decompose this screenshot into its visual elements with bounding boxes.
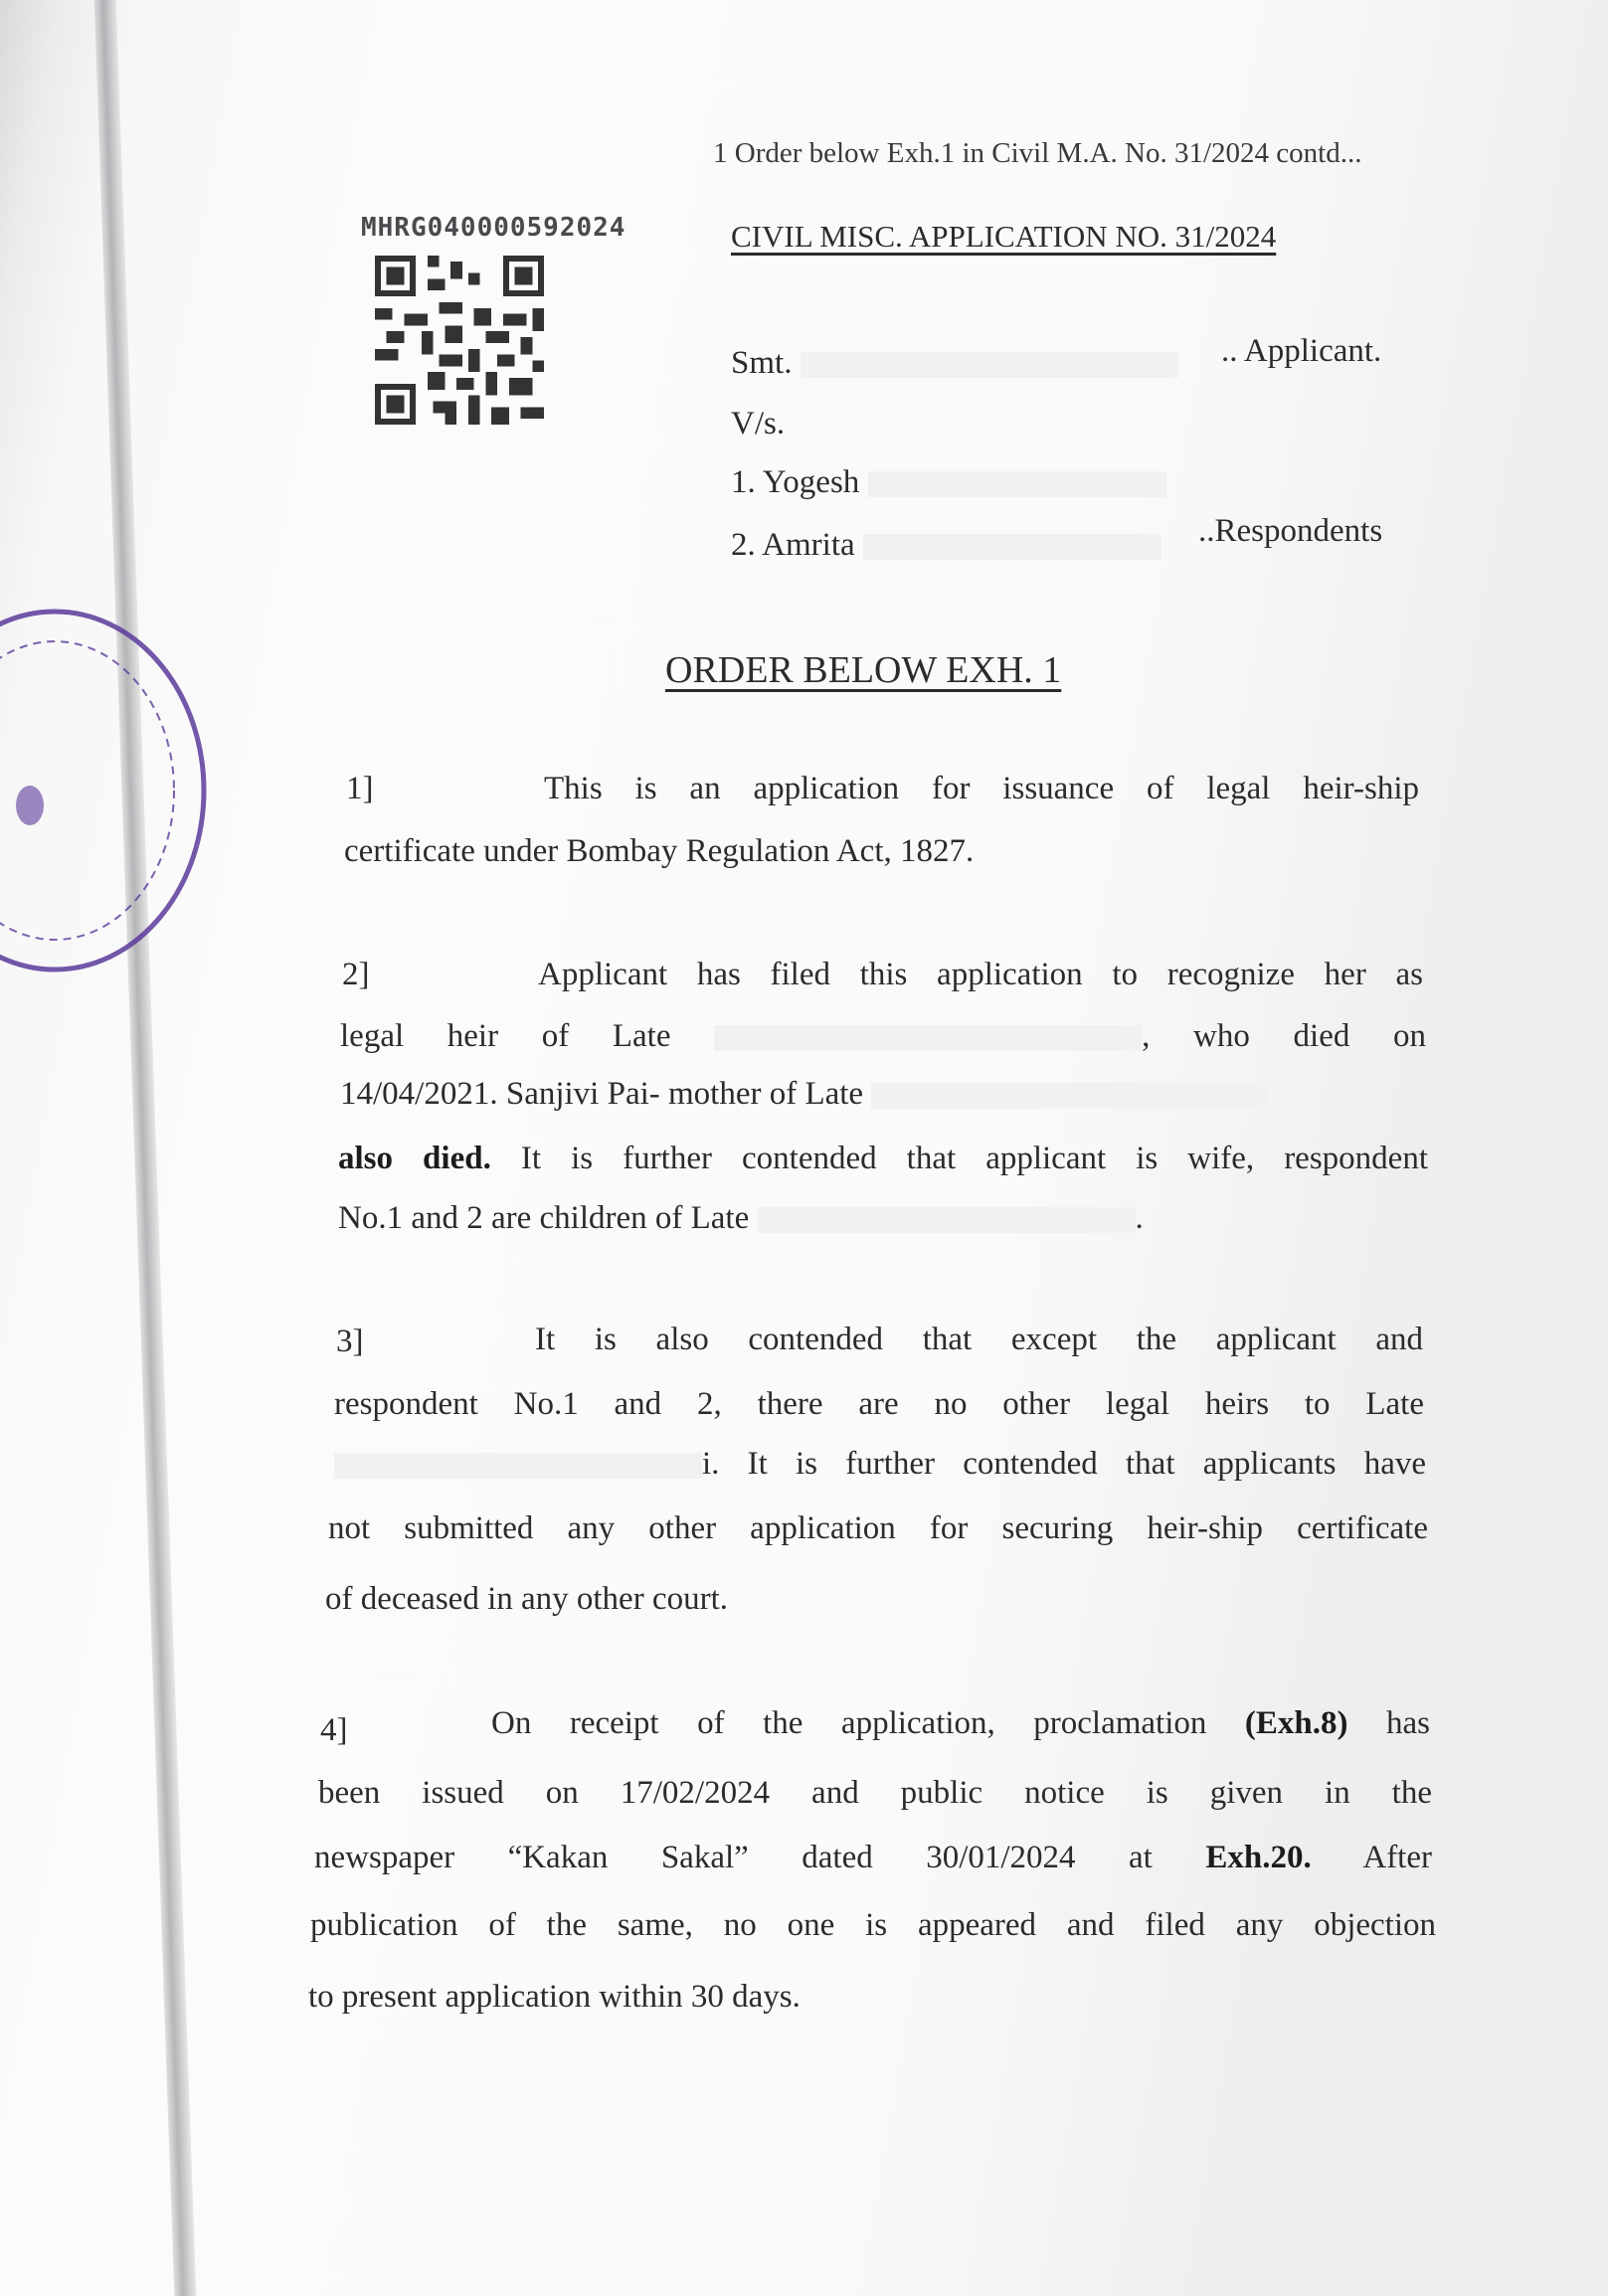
case-title: CIVIL MISC. APPLICATION NO. 31/2024: [731, 219, 1277, 254]
paragraph-line: On receipt of the application, proclamation (Exh.8) has: [491, 1705, 1430, 1741]
paragraph-line: No.1 and 2 are children of Late .: [338, 1200, 1144, 1236]
respondents-role: ..Respondents: [1198, 513, 1383, 549]
paragraph-number: 2]: [342, 957, 370, 992]
paragraph-line: Applicant has filed this application to recognize her as: [538, 957, 1423, 992]
paragraph-line: respondent No.1 and 2, there are no other legal heirs to Late: [334, 1386, 1424, 1422]
paragraph-line: legal heir of Late , who died on: [340, 1018, 1427, 1054]
court-seal-stamp: [0, 597, 219, 984]
paragraph-line: also died. It is further contended that applicant is wife, respondent: [338, 1141, 1428, 1176]
redacted-name: [334, 1453, 702, 1479]
applicant-role: .. Applicant.: [1221, 333, 1382, 369]
paragraph-line: of deceased in any other court.: [325, 1581, 728, 1617]
redacted-name: [868, 471, 1166, 497]
paragraph-line: i. It is further contended that applicants have: [334, 1446, 1426, 1483]
page-header: 1 Order below Exh.1 in Civil M.A. No. 31/2024 contd...: [713, 137, 1362, 169]
case-code: MHRG040000592024: [361, 213, 626, 243]
paragraph-line: This is an application for issuance of legal heir-ship: [544, 771, 1419, 806]
qr-code-icon: [373, 256, 546, 425]
paragraph-line: 14/04/2021. Sanjivi Pai- mother of Late: [340, 1076, 1269, 1113]
paragraph-number: 3]: [336, 1324, 364, 1359]
page-fold-shadow: [94, 0, 197, 2296]
paragraph-line: newspaper “Kakan Sakal” dated 30/01/2024 at Exh.20. After: [314, 1840, 1432, 1875]
versus-label: V/s.: [731, 406, 786, 442]
redacted-name: [714, 1025, 1142, 1051]
paragraph-line: to present application within 30 days.: [308, 1979, 801, 2015]
redacted-name: [863, 534, 1161, 560]
order-heading: ORDER BELOW EXH. 1: [665, 649, 1062, 691]
redacted-name: [758, 1207, 1136, 1233]
applicant-name: Smt.: [731, 345, 1178, 382]
paragraph-number: 4]: [320, 1712, 348, 1748]
respondent-1: 1. Yogesh: [731, 464, 1166, 501]
paragraph-line: certificate under Bombay Regulation Act, 1827.: [344, 833, 975, 869]
paragraph-line: been issued on 17/02/2024 and public notice is given in the: [318, 1775, 1432, 1811]
paragraph-number: 1]: [346, 771, 374, 806]
paragraph-line: It is also contended that except the applicant and: [535, 1322, 1423, 1357]
paragraph-line: publication of the same, no one is appeared and filed any objection: [310, 1907, 1436, 1943]
paragraph-line: not submitted any other application for securing heir-ship certificate: [328, 1510, 1428, 1546]
redacted-name: [871, 1083, 1269, 1109]
redacted-name: [801, 352, 1178, 378]
respondent-2: 2. Amrita: [731, 527, 1161, 564]
